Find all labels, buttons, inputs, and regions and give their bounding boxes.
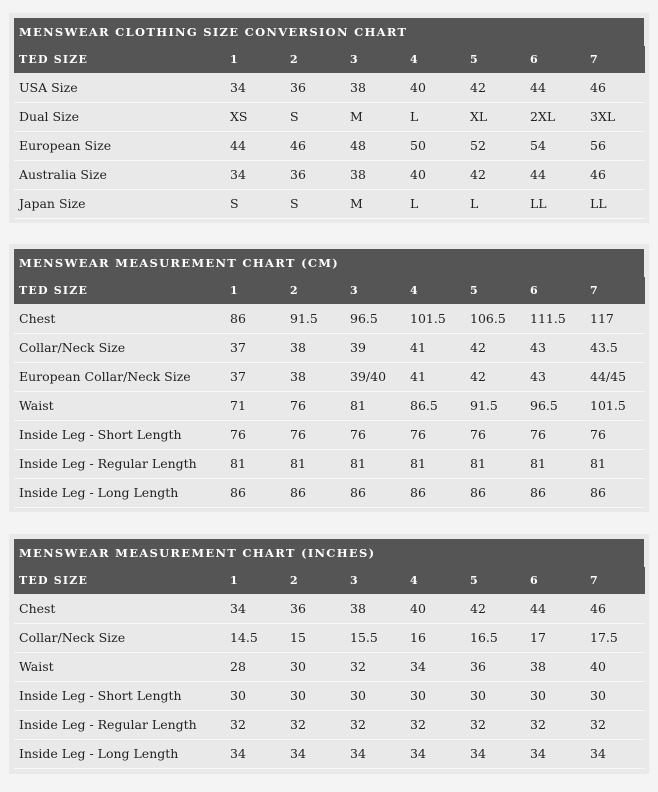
size-value-cell: 39 [345,333,405,362]
size-value-cell: 15.5 [345,623,405,652]
size-value-cell: 40 [405,594,465,623]
table-row [14,449,645,478]
row-label: Waist [14,391,225,420]
size-value-cell: S [285,189,345,218]
row-label: Inside Leg - Short Length [14,681,225,710]
table-row [14,73,645,102]
size-value-cell: 30 [465,681,525,710]
row-label: Inside Leg - Regular Length [14,449,225,478]
row-label: Chest [14,594,225,623]
size-value-cell: 36 [465,652,525,681]
size-value-cell: 41 [405,333,465,362]
size-value-cell: 32 [345,710,405,739]
size-value-cell: 76 [585,420,645,449]
size-value-cell: L [405,189,465,218]
size-value-cell: 17.5 [585,623,645,652]
size-value-cell: 81 [285,449,345,478]
size-value-cell: 46 [585,73,645,102]
table-row [14,478,645,507]
size-value-cell: 46 [285,131,345,160]
size-value-cell: LL [525,189,585,218]
measurement-cm-table [14,277,645,508]
row-label: Collar/Neck Size [14,623,225,652]
table-row [14,681,645,710]
size-value-cell: 40 [405,160,465,189]
size-value-cell: 42 [465,160,525,189]
size-value-cell: 81 [345,391,405,420]
header-cell: TED SIZE [19,53,89,66]
size-conversion-panel [9,13,649,223]
size-value-cell: 81 [345,449,405,478]
size-value-cell: 106.5 [465,304,525,333]
size-value-cell: 81 [585,449,645,478]
header-cell: 5 [470,53,479,66]
table-row [14,739,645,768]
size-value-cell: 39/40 [345,362,405,391]
size-value-cell: 28 [225,652,285,681]
size-value-cell: M [345,102,405,131]
size-value-cell: S [285,102,345,131]
size-value-cell: 76 [225,420,285,449]
table-header-row [14,46,645,73]
size-value-cell: 42 [465,362,525,391]
header-cell: 1 [230,53,239,66]
size-value-cell: 44 [525,73,585,102]
size-value-cell: 36 [285,73,345,102]
header-cell: 3 [350,574,359,587]
measurement-inches-panel [9,534,649,774]
size-value-cell: 38 [525,652,585,681]
size-value-cell: 16.5 [465,623,525,652]
size-conversion-title: MENSWEAR CLOTHING SIZE CONVERSION CHART [14,18,644,46]
size-conversion-table [14,46,645,219]
size-value-cell: 96.5 [525,391,585,420]
measurement-cm-panel [9,244,649,512]
size-value-cell: 86 [225,304,285,333]
table-row [14,391,645,420]
table-row [14,333,645,362]
size-value-cell: 48 [345,131,405,160]
size-value-cell: 16 [405,623,465,652]
table-row [14,362,645,391]
size-value-cell: 30 [285,652,345,681]
size-value-cell: 34 [225,739,285,768]
header-cell: 7 [590,53,599,66]
header-cell: 4 [410,284,419,297]
size-value-cell: 76 [405,420,465,449]
size-value-cell: L [465,189,525,218]
header-cell: 2 [290,53,299,66]
row-label: Inside Leg - Regular Length [14,710,225,739]
size-value-cell: 86 [345,478,405,507]
size-value-cell: 86 [285,478,345,507]
row-label: Chest [14,304,225,333]
size-value-cell: 30 [525,681,585,710]
size-value-cell: 34 [225,73,285,102]
size-value-cell: L [405,102,465,131]
table-row [14,189,645,218]
size-value-cell: 71 [225,391,285,420]
size-value-cell: 34 [285,739,345,768]
table-header-row [14,277,645,304]
row-label: Collar/Neck Size [14,333,225,362]
header-cell: 1 [230,574,239,587]
size-value-cell: 34 [345,739,405,768]
row-label: Waist [14,652,225,681]
size-value-cell: 40 [585,652,645,681]
size-value-cell: XS [225,102,285,131]
size-value-cell: 46 [585,594,645,623]
size-value-cell: 86 [585,478,645,507]
size-value-cell: M [345,189,405,218]
size-value-cell: 32 [405,710,465,739]
header-cell: 6 [530,53,539,66]
size-value-cell: 37 [225,333,285,362]
row-label: Dual Size [14,102,225,131]
size-value-cell: 38 [285,362,345,391]
size-value-cell: 101.5 [585,391,645,420]
size-value-cell: 32 [285,710,345,739]
size-value-cell: 44 [525,160,585,189]
size-value-cell: 36 [285,594,345,623]
size-value-cell: 76 [285,391,345,420]
size-value-cell: 91.5 [465,391,525,420]
size-value-cell: 2XL [525,102,585,131]
size-value-cell: 30 [405,681,465,710]
size-value-cell: 96.5 [345,304,405,333]
size-value-cell: 50 [405,131,465,160]
row-label: European Size [14,131,225,160]
size-value-cell: 40 [405,73,465,102]
table-header-row [14,567,645,594]
size-value-cell: 34 [225,160,285,189]
size-value-cell: 76 [345,420,405,449]
header-cell: 7 [590,574,599,587]
row-label: Inside Leg - Long Length [14,478,225,507]
header-cell: 5 [470,284,479,297]
size-value-cell: 32 [225,710,285,739]
row-label: Australia Size [14,160,225,189]
size-value-cell: 44/45 [585,362,645,391]
table-row [14,304,645,333]
header-cell: 5 [470,574,479,587]
size-value-cell: 91.5 [285,304,345,333]
table-row [14,652,645,681]
size-value-cell: 37 [225,362,285,391]
size-value-cell: 34 [465,739,525,768]
header-cell: 6 [530,574,539,587]
size-value-cell: 42 [465,594,525,623]
row-label: European Collar/Neck Size [14,362,225,391]
size-value-cell: 54 [525,131,585,160]
size-value-cell: 76 [465,420,525,449]
size-value-cell: 42 [465,73,525,102]
size-value-cell: 52 [465,131,525,160]
measurement-inches-table [14,567,645,769]
size-value-cell: XL [465,102,525,131]
header-cell: 1 [230,284,239,297]
size-value-cell: 34 [405,652,465,681]
table-row [14,160,645,189]
size-value-cell: 34 [585,739,645,768]
size-value-cell: 32 [465,710,525,739]
size-value-cell: 42 [465,333,525,362]
size-value-cell: 38 [345,160,405,189]
size-value-cell: 101.5 [405,304,465,333]
size-value-cell: 43 [525,362,585,391]
size-value-cell: 32 [525,710,585,739]
header-cell: TED SIZE [19,574,89,587]
size-value-cell: 38 [345,594,405,623]
header-cell: 4 [410,574,419,587]
size-value-cell: 44 [225,131,285,160]
size-value-cell: 30 [585,681,645,710]
header-cell: 6 [530,284,539,297]
size-value-cell: 14.5 [225,623,285,652]
header-cell: 4 [410,53,419,66]
size-value-cell: LL [585,189,645,218]
size-value-cell: 76 [525,420,585,449]
header-cell: TED SIZE [19,284,89,297]
table-row [14,102,645,131]
size-value-cell: 36 [285,160,345,189]
size-value-cell: 81 [525,449,585,478]
header-cell: 3 [350,284,359,297]
size-value-cell: 76 [285,420,345,449]
row-label: USA Size [14,73,225,102]
table-row [14,710,645,739]
measurement-cm-title: MENSWEAR MEASUREMENT CHART (CM) [14,249,644,277]
size-value-cell: 86 [465,478,525,507]
size-value-cell: 86.5 [405,391,465,420]
size-value-cell: 117 [585,304,645,333]
size-value-cell: 81 [225,449,285,478]
size-value-cell: 32 [345,652,405,681]
size-value-cell: 86 [405,478,465,507]
size-value-cell: 43 [525,333,585,362]
header-cell: 7 [590,284,599,297]
size-value-cell: 32 [585,710,645,739]
header-cell: 2 [290,284,299,297]
size-value-cell: 86 [225,478,285,507]
size-value-cell: 17 [525,623,585,652]
header-cell: 2 [290,574,299,587]
size-value-cell: 34 [525,739,585,768]
size-value-cell: 46 [585,160,645,189]
size-value-cell: 38 [345,73,405,102]
size-value-cell: 30 [285,681,345,710]
size-value-cell: 86 [525,478,585,507]
size-value-cell: 111.5 [525,304,585,333]
table-row [14,131,645,160]
row-label: Japan Size [14,189,225,218]
row-label: Inside Leg - Short Length [14,420,225,449]
size-value-cell: 44 [525,594,585,623]
size-value-cell: 81 [465,449,525,478]
size-value-cell: 34 [225,594,285,623]
size-value-cell: 34 [405,739,465,768]
size-value-cell: 38 [285,333,345,362]
size-value-cell: 30 [345,681,405,710]
size-value-cell: 56 [585,131,645,160]
size-value-cell: 3XL [585,102,645,131]
size-value-cell: 41 [405,362,465,391]
size-value-cell: 30 [225,681,285,710]
table-row [14,623,645,652]
table-row [14,420,645,449]
size-value-cell: 81 [405,449,465,478]
measurement-inches-title: MENSWEAR MEASUREMENT CHART (INCHES) [14,539,644,567]
size-value-cell: 43.5 [585,333,645,362]
header-cell: 3 [350,53,359,66]
table-row [14,594,645,623]
row-label: Inside Leg - Long Length [14,739,225,768]
size-value-cell: 15 [285,623,345,652]
size-value-cell: S [225,189,285,218]
